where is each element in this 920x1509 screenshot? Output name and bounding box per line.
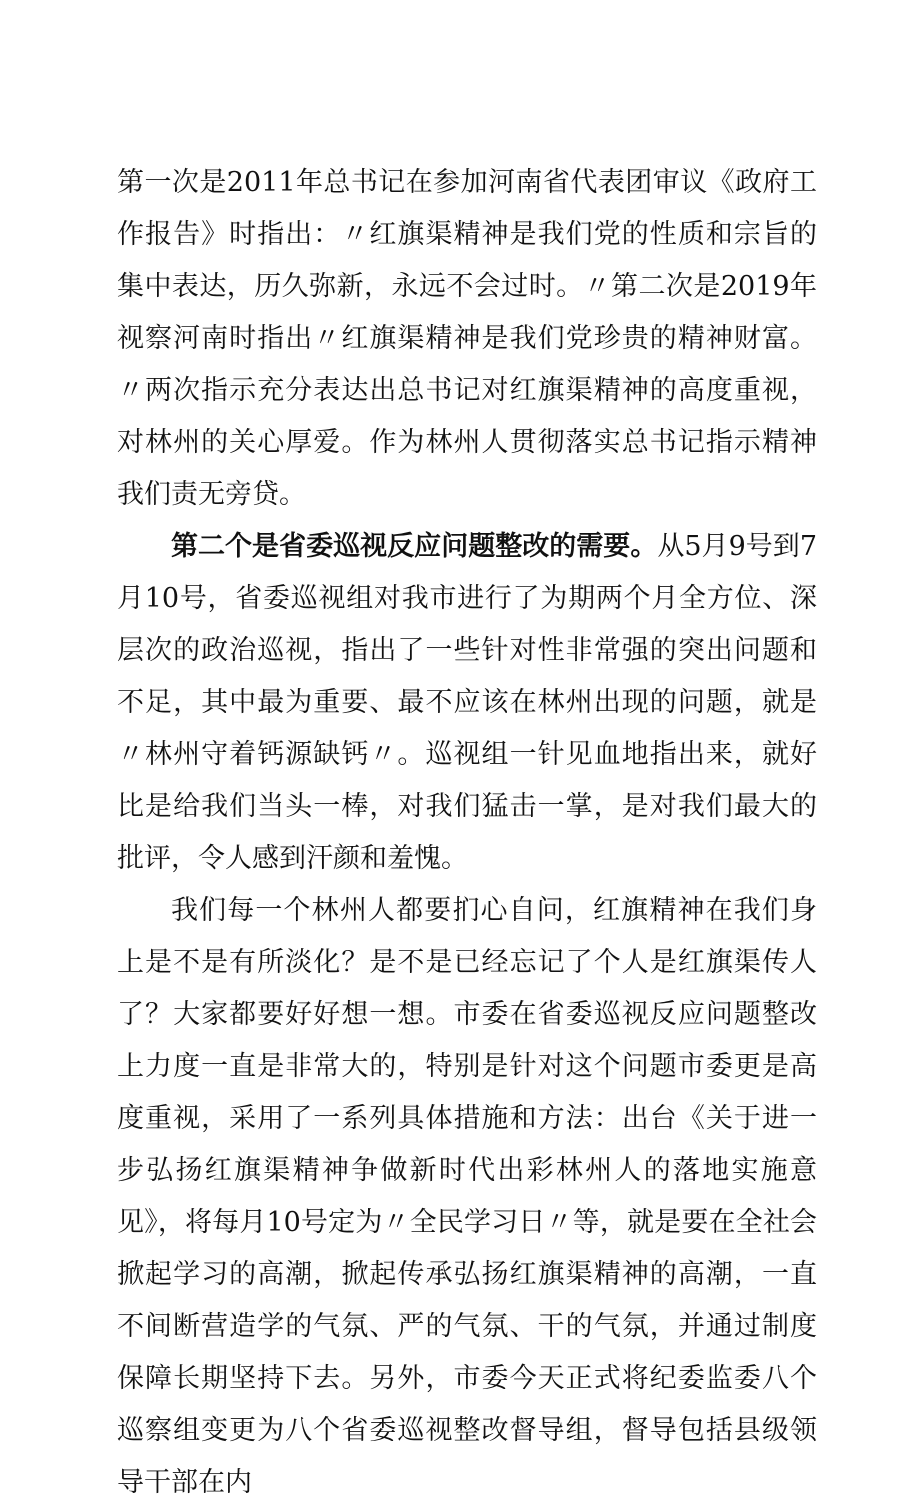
paragraph-1-text: 第一次是2011年总书记在参加河南省代表团审议《政府工作报告》时指出：〃红旗渠精神是我们党的性质和宗旨的集中表达，历久弥新，永远不会过时。〃第二次是2019年视察河南时指出〃红旗渠精神是我们党珍贵的精神财富。〃两次指示充分表达出总书记对红旗渠精神的高度重视，对林州的关心厚爱。作为林州人贯彻落实总书记指示精神我们责无旁贷。: [117, 167, 817, 510]
paragraph-2-text: 从5月9号到7月10号，省委巡视组对我市进行了为期两个月全方位、深层次的政治巡视，指出了一些针对性非常强的突出问题和不足，其中最为重要、最不应该在林州出现的问题，就是〃林州守着钙源缺钙〃。巡视组一针见血地指出来，就好比是给我们当头一棒，对我们猛击一掌，是对我们最大的批评，令人感到汗颜和羞愧。: [117, 531, 817, 874]
paragraph-2: [117, 521, 817, 885]
document-body: [117, 157, 817, 1509]
paragraph-3-text: 我们每一个林州人都要扪心自问，红旗精神在我们身上是不是有所淡化？是不是已经忘记了个人是红旗渠传人了？大家都要好好想一想。市委在省委巡视反应问题整改上力度一直是非常大的，特别是针对这个问题市委更是高度重视，采用了一系列具体措施和方法：出台《关于进一步弘扬红旗渠精神争做新时代出彩林州人的落地实施意见》，将每月10号定为〃全民学习日〃等，就是要在全社会掀起学习的高潮，掀起传承弘扬红旗渠精神的高潮，一直不间断营造学的气氛、严的气氛、干的气氛，并通过制度保障长期坚持下去。另外，市委今天正式将纪委监委八个巡察组变更为八个省委巡视整改督导组，督导包括县级领导干部在内: [117, 895, 817, 1498]
paragraph-3: [117, 885, 817, 1509]
paragraph-2-lead: 第二个是省委巡视反应问题整改的需要。: [171, 531, 658, 562]
paragraph-1: [117, 157, 817, 521]
